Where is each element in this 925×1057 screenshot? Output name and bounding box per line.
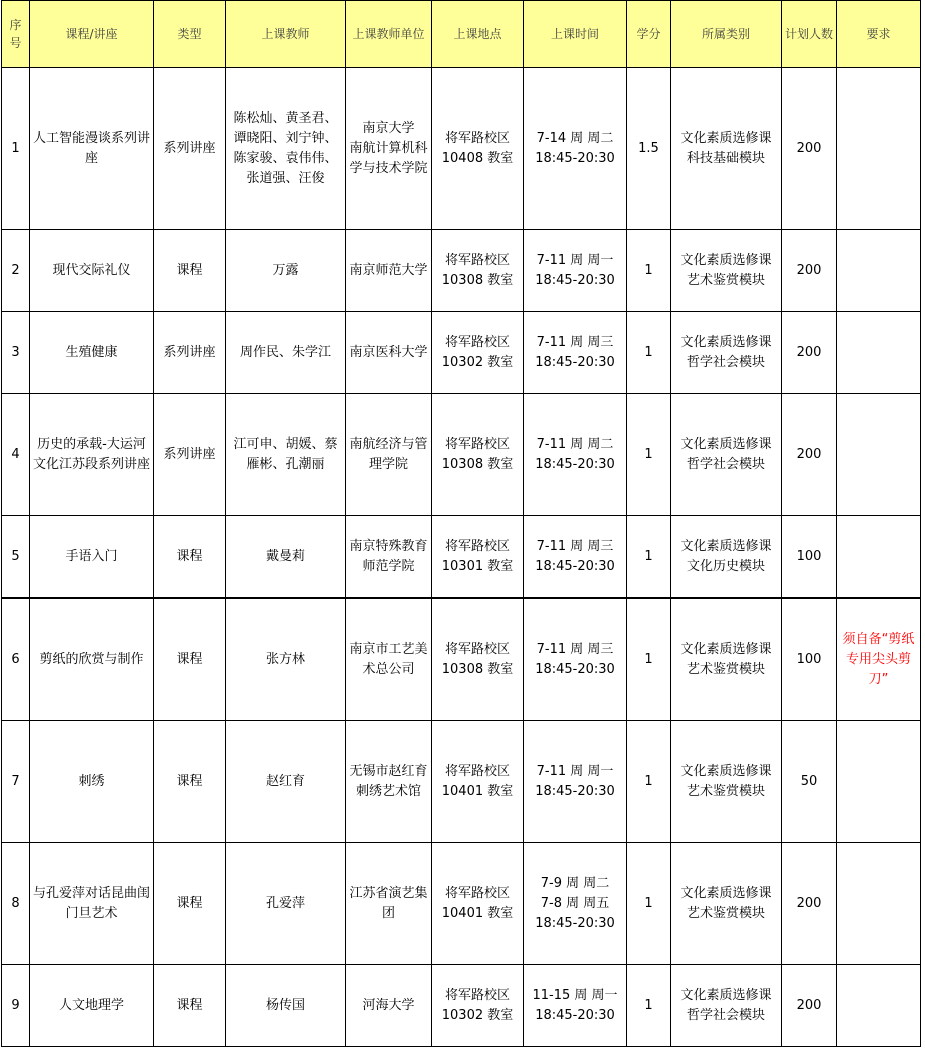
cell-type: 课程 bbox=[154, 965, 226, 1047]
cell-credit: 1 bbox=[627, 230, 671, 312]
cell-plan: 100 bbox=[782, 516, 837, 598]
cell-req bbox=[837, 394, 921, 516]
cell-type: 课程 bbox=[154, 843, 226, 965]
cell-plan: 200 bbox=[782, 843, 837, 965]
cell-time: 7-11 周 周三 18:45-20:30 bbox=[524, 312, 627, 394]
cell-credit: 1 bbox=[627, 394, 671, 516]
cell-teacher: 周作民、朱学江 bbox=[226, 312, 346, 394]
header-time: 上课时间 bbox=[524, 1, 627, 68]
cell-time: 7-14 周 周二 18:45-20:30 bbox=[524, 68, 627, 230]
cell-category: 文化素质选修课 科技基础模块 bbox=[671, 68, 782, 230]
cell-no: 3 bbox=[2, 312, 30, 394]
cell-no: 5 bbox=[2, 516, 30, 598]
cell-credit: 1 bbox=[627, 516, 671, 598]
cell-location: 将军路校区 10401 教室 bbox=[432, 843, 524, 965]
cell-teacher: 孔爱萍 bbox=[226, 843, 346, 965]
cell-teacher: 杨传国 bbox=[226, 965, 346, 1047]
header-unit: 上课教师单位 bbox=[346, 1, 432, 68]
cell-location: 将军路校区 10302 教室 bbox=[432, 312, 524, 394]
cell-type: 课程 bbox=[154, 230, 226, 312]
table-row bbox=[2, 843, 921, 965]
header-row bbox=[2, 1, 921, 68]
cell-unit: 南京特殊教育师范学院 bbox=[346, 516, 432, 598]
cell-no: 4 bbox=[2, 394, 30, 516]
cell-plan: 100 bbox=[782, 599, 837, 721]
cell-time: 7-11 周 周三 18:45-20:30 bbox=[524, 516, 627, 598]
cell-course: 手语入门 bbox=[30, 516, 154, 598]
table-row bbox=[2, 721, 921, 843]
cell-teacher: 赵红育 bbox=[226, 721, 346, 843]
header-location: 上课地点 bbox=[432, 1, 524, 68]
cell-req bbox=[837, 312, 921, 394]
cell-course: 刺绣 bbox=[30, 721, 154, 843]
cell-time: 7-11 周 周一 18:45-20:30 bbox=[524, 230, 627, 312]
cell-no: 6 bbox=[2, 599, 30, 721]
cell-course: 现代交际礼仪 bbox=[30, 230, 154, 312]
cell-req bbox=[837, 965, 921, 1047]
cell-no: 7 bbox=[2, 721, 30, 843]
course-table-continued bbox=[1, 598, 921, 1047]
cell-course: 与孔爱萍对话昆曲闺门旦艺术 bbox=[30, 843, 154, 965]
cell-location: 将军路校区 10401 教室 bbox=[432, 721, 524, 843]
cell-credit: 1 bbox=[627, 599, 671, 721]
cell-unit: 河海大学 bbox=[346, 965, 432, 1047]
cell-time: 11-15 周 周一 18:45-20:30 bbox=[524, 965, 627, 1047]
cell-plan: 200 bbox=[782, 312, 837, 394]
cell-req bbox=[837, 516, 921, 598]
cell-category: 文化素质选修课 文化历史模块 bbox=[671, 516, 782, 598]
cell-type: 课程 bbox=[154, 599, 226, 721]
header-no: 序 号 bbox=[2, 1, 30, 68]
cell-req bbox=[837, 68, 921, 230]
cell-teacher: 万露 bbox=[226, 230, 346, 312]
cell-course: 历史的承载-大运河文化江苏段系列讲座 bbox=[30, 394, 154, 516]
cell-req bbox=[837, 230, 921, 312]
cell-category: 文化素质选修课 艺术鉴赏模块 bbox=[671, 843, 782, 965]
cell-category: 文化素质选修课 艺术鉴赏模块 bbox=[671, 599, 782, 721]
cell-plan: 200 bbox=[782, 68, 837, 230]
cell-credit: 1 bbox=[627, 843, 671, 965]
cell-plan: 50 bbox=[782, 721, 837, 843]
cell-req bbox=[837, 843, 921, 965]
cell-unit: 南航经济与管理学院 bbox=[346, 394, 432, 516]
table-row bbox=[2, 230, 921, 312]
cell-category: 文化素质选修课 哲学社会模块 bbox=[671, 312, 782, 394]
cell-unit: 南京医科大学 bbox=[346, 312, 432, 394]
table-row bbox=[2, 394, 921, 516]
header-req: 要求 bbox=[837, 1, 921, 68]
cell-teacher: 张方林 bbox=[226, 599, 346, 721]
cell-unit: 江苏省演艺集团 bbox=[346, 843, 432, 965]
cell-type: 课程 bbox=[154, 721, 226, 843]
cell-time: 7-11 周 周一 18:45-20:30 bbox=[524, 721, 627, 843]
course-table bbox=[1, 0, 921, 598]
header-credit: 学分 bbox=[627, 1, 671, 68]
cell-category: 文化素质选修课 艺术鉴赏模块 bbox=[671, 721, 782, 843]
cell-category: 文化素质选修课 艺术鉴赏模块 bbox=[671, 230, 782, 312]
cell-course: 生殖健康 bbox=[30, 312, 154, 394]
cell-teacher: 戴曼莉 bbox=[226, 516, 346, 598]
cell-unit: 南京市工艺美术总公司 bbox=[346, 599, 432, 721]
header-category: 所属类别 bbox=[671, 1, 782, 68]
cell-unit: 南京大学 南航计算机科学与技术学院 bbox=[346, 68, 432, 230]
header-type: 类型 bbox=[154, 1, 226, 68]
table-row bbox=[2, 68, 921, 230]
cell-time: 7-11 周 周三 18:45-20:30 bbox=[524, 599, 627, 721]
cell-no: 2 bbox=[2, 230, 30, 312]
cell-location: 将军路校区 10308 教室 bbox=[432, 599, 524, 721]
cell-plan: 200 bbox=[782, 965, 837, 1047]
table-row bbox=[2, 599, 921, 721]
cell-plan: 200 bbox=[782, 394, 837, 516]
cell-time: 7-11 周 周二 18:45-20:30 bbox=[524, 394, 627, 516]
header-course: 课程/讲座 bbox=[30, 1, 154, 68]
cell-no: 9 bbox=[2, 965, 30, 1047]
cell-course: 剪纸的欣赏与制作 bbox=[30, 599, 154, 721]
table-row bbox=[2, 516, 921, 598]
cell-type: 课程 bbox=[154, 516, 226, 598]
cell-time: 7-9 周 周二 7-8 周 周五 18:45-20:30 bbox=[524, 843, 627, 965]
cell-plan: 200 bbox=[782, 230, 837, 312]
cell-course: 人文地理学 bbox=[30, 965, 154, 1047]
cell-no: 1 bbox=[2, 68, 30, 230]
cell-type: 系列讲座 bbox=[154, 68, 226, 230]
cell-unit: 无锡市赵红育刺绣艺术馆 bbox=[346, 721, 432, 843]
cell-unit: 南京师范大学 bbox=[346, 230, 432, 312]
cell-credit: 1 bbox=[627, 312, 671, 394]
cell-req: 须自备“剪纸专用尖头剪刀” bbox=[837, 599, 921, 721]
cell-category: 文化素质选修课 哲学社会模块 bbox=[671, 965, 782, 1047]
cell-location: 将军路校区 10301 教室 bbox=[432, 516, 524, 598]
cell-course: 人工智能漫谈系列讲座 bbox=[30, 68, 154, 230]
cell-location: 将军路校区 10308 教室 bbox=[432, 394, 524, 516]
cell-credit: 1.5 bbox=[627, 68, 671, 230]
cell-no: 8 bbox=[2, 843, 30, 965]
cell-location: 将军路校区 10408 教室 bbox=[432, 68, 524, 230]
header-plan: 计划人数 bbox=[782, 1, 837, 68]
cell-credit: 1 bbox=[627, 965, 671, 1047]
header-teacher: 上课教师 bbox=[226, 1, 346, 68]
cell-teacher: 陈松灿、黄圣君、谭晓阳、刘宁钟、陈家骏、袁伟伟、张道强、汪俊 bbox=[226, 68, 346, 230]
cell-category: 文化素质选修课 哲学社会模块 bbox=[671, 394, 782, 516]
cell-req bbox=[837, 721, 921, 843]
cell-teacher: 江可申、胡媛、蔡雁彬、孔潮丽 bbox=[226, 394, 346, 516]
cell-location: 将军路校区 10308 教室 bbox=[432, 230, 524, 312]
cell-location: 将军路校区 10302 教室 bbox=[432, 965, 524, 1047]
cell-credit: 1 bbox=[627, 721, 671, 843]
cell-type: 系列讲座 bbox=[154, 394, 226, 516]
cell-type: 系列讲座 bbox=[154, 312, 226, 394]
table-row bbox=[2, 312, 921, 394]
table-row bbox=[2, 965, 921, 1047]
